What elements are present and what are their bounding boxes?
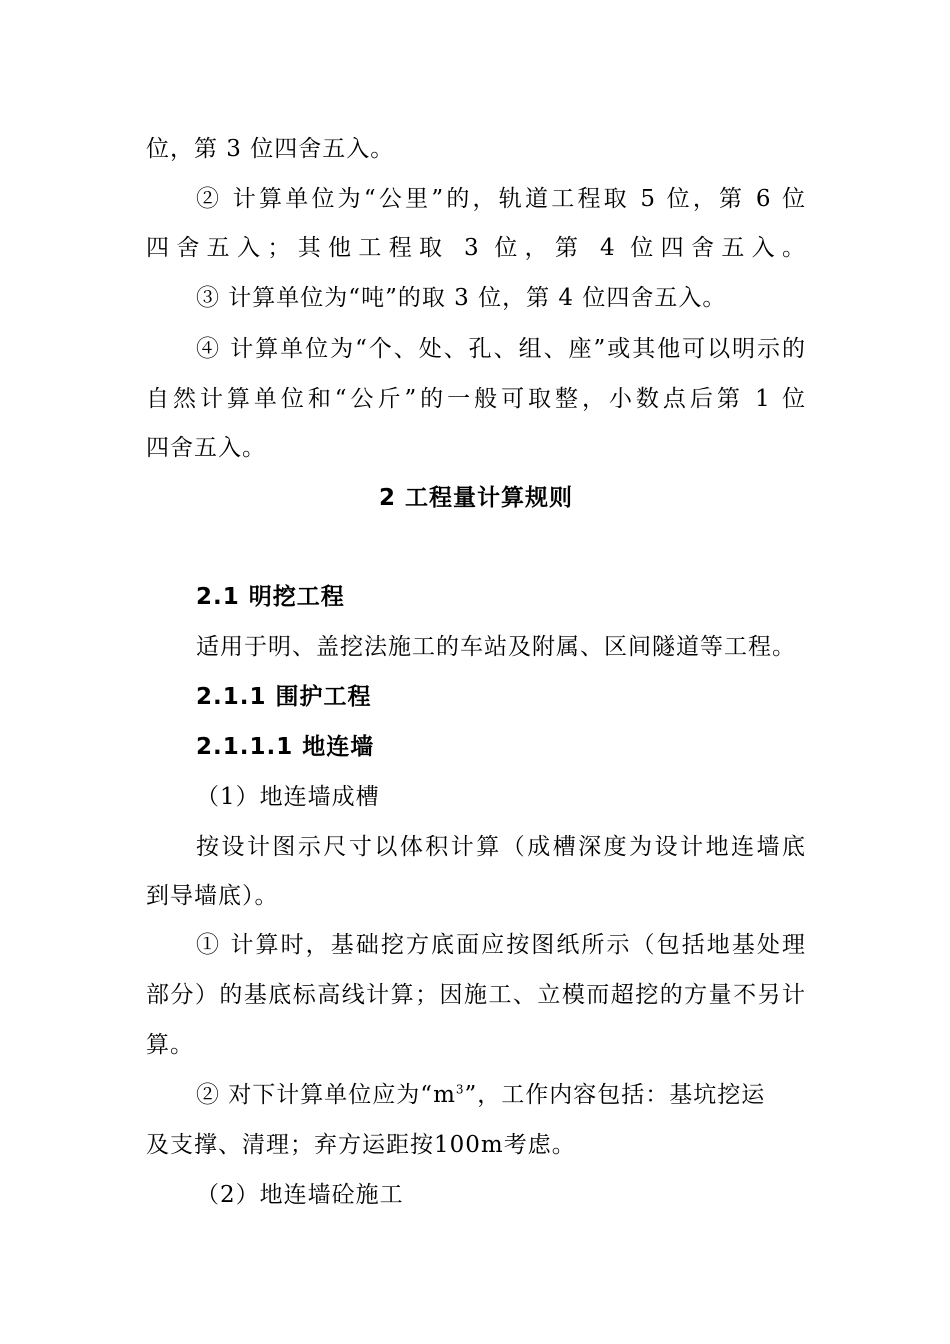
text-line: ② 计算单位为“公里”的，轨道工程取 5 位，第 6 位 [196, 186, 806, 212]
heading-2-1-1: 2.1.1 围护工程 [196, 684, 372, 710]
text-line: 四舍五入。 [146, 435, 266, 461]
text-line: 位，第 3 位四舍五入。 [146, 136, 395, 162]
text-line: 到导墙底）。 [146, 883, 279, 909]
paragraph-2-1: 适用于明、盖挖法施工的车站及附属、区间隧道等工程。 [196, 634, 796, 660]
text-line: 自然计算单位和“公斤”的一般可取整，小数点后第 1 位 [146, 386, 806, 412]
text-line: ④ 计算单位为“个、处、孔、组、座”或其他可以明示的 [196, 336, 806, 362]
text-line: ① 计算时，基础挖方底面应按图纸所示（包括地基处理 [196, 932, 806, 958]
heading-2-1: 2.1 明挖工程 [196, 584, 345, 610]
superscript: 3 [455, 1082, 465, 1097]
text-line: 按设计图示尺寸以体积计算（成槽深度为设计地连墙底 [196, 834, 806, 860]
item-1-title: （1）地连墙成槽 [196, 784, 380, 810]
text-segment: ”，工作内容包括：基坑挖运 [464, 1082, 766, 1108]
text-line: 部分）的基底标高线计算；因施工、立模而超挖的方量不另计 [146, 982, 806, 1008]
text-line: ③ 计算单位为“吨”的取 3 位，第 4 位四舍五入。 [196, 285, 727, 311]
heading-2-1-1-1: 2.1.1.1 地连墙 [196, 734, 375, 760]
text-line: 四舍五入；其他工程取 3 位，第 4 位四舍五入。 [146, 235, 806, 261]
text-line: 算。 [146, 1032, 194, 1058]
text-segment: ② 对下计算单位应为“m [196, 1082, 456, 1108]
item-2-title: （2）地连墙砼施工 [196, 1182, 404, 1208]
section-title: 2 工程量计算规则 [378, 485, 573, 511]
text-line [196, 1080, 806, 1110]
text-line: 及支撑、清理；弃方运距按100m考虑。 [146, 1132, 576, 1158]
